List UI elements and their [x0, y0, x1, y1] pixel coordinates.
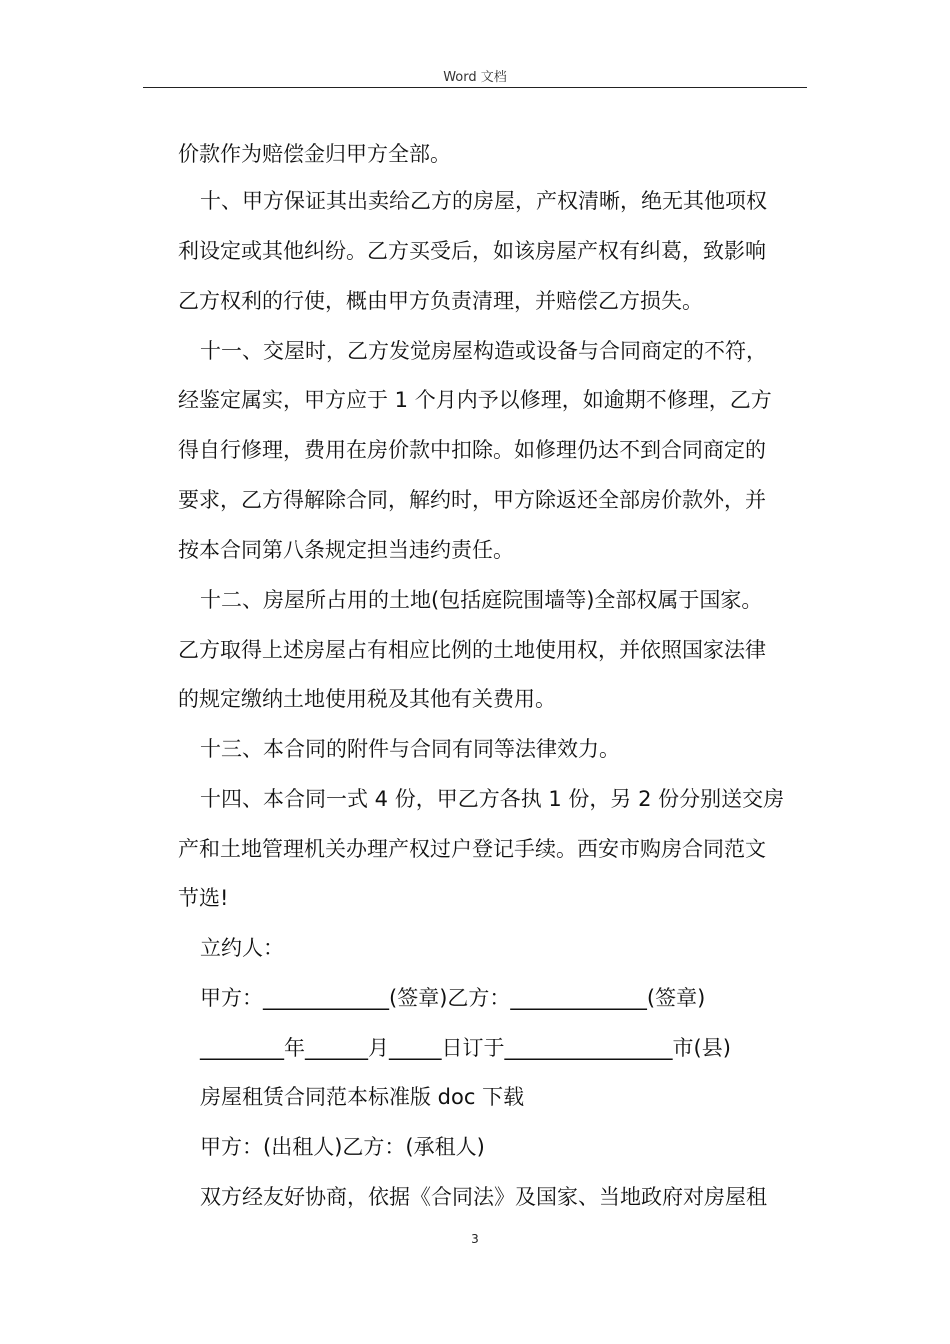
- body-line: 十二、房屋所占用的土地(包括庭院围墙等)全部权属于国家。: [200, 588, 763, 612]
- body-line: 利设定或其他纠纷。乙方买受后，如该房屋产权有纠葛，致影响: [178, 239, 766, 263]
- section-heading: 房屋租赁合同范本标准版 doc 下载: [200, 1085, 525, 1109]
- body-line: 十四、本合同一式 4 份，甲乙方各执 1 份，另 2 份分别送交房: [200, 787, 785, 811]
- body-line: 经鉴定属实，甲方应于 1 个月内予以修理，如逾期不修理，乙方: [178, 388, 772, 412]
- body-line: 十、甲方保证其出卖给乙方的房屋，产权清晰，绝无其他项权: [200, 189, 767, 213]
- body-line: 乙方权利的行使，概由甲方负责清理，并赔偿乙方损失。: [178, 289, 703, 313]
- body-line: 按本合同第八条规定担当违约责任。: [178, 538, 514, 562]
- body-line: 节选!: [178, 886, 229, 910]
- body-line: 得自行修理，费用在房价款中扣除。如修理仍达不到合同商定的: [178, 438, 766, 462]
- page-number: 3: [471, 1232, 479, 1246]
- body-line: 价款作为赔偿金归甲方全部。: [178, 142, 451, 166]
- body-line: 甲方：(出租人)乙方：(承租人): [200, 1135, 485, 1159]
- signature-line: 甲方：____________(签章)乙方：_____________(签章): [200, 986, 706, 1010]
- body-line: 立约人：: [200, 936, 284, 960]
- date-place-line: ________年______月_____日订于________________市(县): [200, 1036, 731, 1060]
- page-header: Word 文档: [443, 70, 507, 85]
- body-line: 的规定缴纳土地使用税及其他有关费用。: [178, 687, 556, 711]
- body-line: 十三、本合同的附件与合同有同等法律效力。: [200, 737, 620, 761]
- body-line: 十一、交屋时，乙方发觉房屋构造或设备与合同商定的不符，: [200, 339, 767, 363]
- header-divider: [143, 87, 807, 88]
- body-line: 产和土地管理机关办理产权过户登记手续。西安市购房合同范文: [178, 837, 766, 861]
- body-line: 乙方取得上述房屋占有相应比例的土地使用权，并依照国家法律: [178, 638, 766, 662]
- body-line: 双方经友好协商，依据《合同法》及国家、当地政府对房屋租: [200, 1185, 767, 1209]
- body-line: 要求，乙方得解除合同，解约时，甲方除返还全部房价款外，并: [178, 488, 766, 512]
